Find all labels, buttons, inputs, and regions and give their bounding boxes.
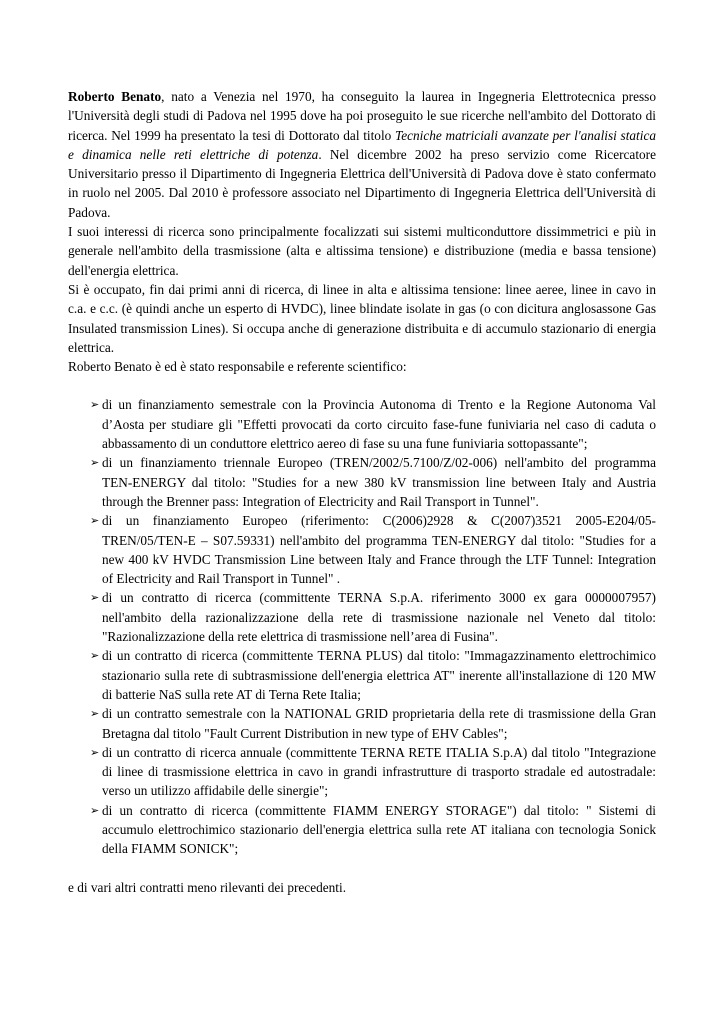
document-page — [68, 87, 656, 897]
arrow-bullet-icon: ➢ — [90, 398, 100, 412]
project-text: di un finanziamento Europeo (riferimento: C(2006)2928 & C(2007)3521 2005-E204/05-TREN/05/TEN-E – S07.59331) nell'ambito del programma TEN-ENERGY dal titolo: "Studies for a new 400 kV HVDC Transmission Line between Italy and France through the LTF Tunnel: Integration of Electricity and Rail Transport in Tunnel" . — [102, 513, 656, 587]
projects-list — [68, 395, 656, 858]
arrow-bullet-icon: ➢ — [90, 649, 100, 663]
arrow-bullet-icon: ➢ — [90, 456, 100, 470]
list-item — [90, 395, 656, 453]
list-item — [90, 743, 656, 801]
list-item — [90, 453, 656, 511]
project-text: di un contratto di ricerca (committente FIAMM ENERGY STORAGE") dal titolo: " Sistemi di accumulo elettrochimico stazionario dell'energia elettrica sulla rete AT italiana con tecnologia Sonick della FIAMM SONICK"; — [102, 802, 656, 857]
list-item — [90, 801, 656, 859]
arrow-bullet-icon: ➢ — [90, 591, 100, 605]
project-text: di un contratto di ricerca (committente TERNA S.p.A. riferimento 3000 ex gara 0000007957) nell'ambito della razionalizzazione della rete di trasmissione nazionale nel Veneto dal titolo: "Razionalizzazione della rete elettrica di trasmissione nell’area di Fusina". — [102, 590, 656, 645]
list-item — [90, 511, 656, 588]
project-text: di un contratto di ricerca (committente TERNA PLUS) dal titolo: "Immagazzinamento elettrochimico stazionario sulla rete di subtrasmissione dell'energia elettrica AT" inerente all'installazione di 120 MW di batterie NaS sulla rete AT di Terna Rete Italia; — [102, 648, 656, 702]
responsible-paragraph: Roberto Benato è ed è stato responsabile e referente scientifico: — [68, 359, 407, 375]
thesis-title: Tecniche matriciali avanzate per l'analisi statica e dinamica nelle reti elettriche di potenza — [68, 127, 656, 162]
intro-text: , nato a Venezia nel 1970, ha conseguito la laurea in Ingegneria Elettrotecnica presso l'Università degli studi di Padova nel 1995 dove ha poi proseguito le sue ricerche nell'ambito del Dottorato di ricerca. Nel 1999 ha presentato la tesi di Dottorato dal titolo — [68, 89, 656, 143]
arrow-bullet-icon: ➢ — [90, 514, 100, 528]
list-item — [90, 704, 656, 743]
list-item — [90, 588, 656, 646]
list-item — [90, 646, 656, 704]
project-text: di un contratto semestrale con la NATIONAL GRID proprietaria della rete di trasmissione della Gran Bretagna dal titolo "Fault Current Distribution in new type of EHV Cables"; — [102, 706, 656, 741]
intro-end-text: . Nel dicembre 2002 ha preso servizio come Ricercatore Universitario presso il Dipartimento di Ingegneria Elettrica dell'Università di Padova dove è stato confermato in ruolo nel 2005. Dal 2010 è professore associato nel Dipartimento di Ingegneria Elettrica dell'Università di Padova. — [68, 146, 656, 220]
project-text: di un finanziamento triennale Europeo (TREN/2002/5.7100/Z/02-006) nell'ambito del programma TEN-ENERGY dal titolo: "Studies for a new 380 kV transmission line between Italy and Austria through the Brenner pass: Integration of Electricity and Rail Transport in Tunnel". — [102, 455, 656, 509]
lines-paragraph: Si è occupato, fin dai primi anni di ricerca, di linee in alta e altissima tensione: linee aeree, linee in cavo in c.a. e c.c. (è quindi anche un esperto di HVDC), linee blindate isolate in gas (o con dicitura anglosassone Gas Insulated transmission Lines). Si occupa anche di generazione distribuita e di accumulo stazionario di energia elettrica. — [68, 281, 656, 355]
author-name: Roberto Benato — [68, 89, 162, 104]
arrow-bullet-icon: ➢ — [90, 745, 100, 759]
bio-intro-paragraph — [68, 87, 656, 222]
project-text: di un finanziamento semestrale con la Provincia Autonoma di Trento e la Regione Autonoma Val d’Aosta per studiare gli "Effetti provocati da corto circuito fase-fune funiviaria nel caso di caduta o abbassamento di un conduttore elettrico aereo di fase su una fune funiviaria sottopassante"; — [102, 397, 656, 452]
arrow-bullet-icon: ➢ — [90, 707, 100, 721]
arrow-bullet-icon: ➢ — [90, 803, 100, 817]
interests-paragraph: I suoi interessi di ricerca sono principalmente focalizzati sui sistemi multiconduttore dissimmetrici e più in generale nell'ambito della trasmissione (alta e altissima tensione) e distribuzione (media e bassa tensione) dell'energia elettrica. — [68, 224, 656, 278]
closing-paragraph: e di vari altri contratti meno rilevanti dei precedenti. — [68, 879, 347, 895]
project-text: di un contratto di ricerca annuale (committente TERNA RETE ITALIA S.p.A) dal titolo "Integrazione di linee di trasmissione elettrica in cavo in grandi infrastrutture di trasporto stradale ed autostradale: verso un utilizzo affidabile delle sinergie"; — [102, 744, 656, 799]
